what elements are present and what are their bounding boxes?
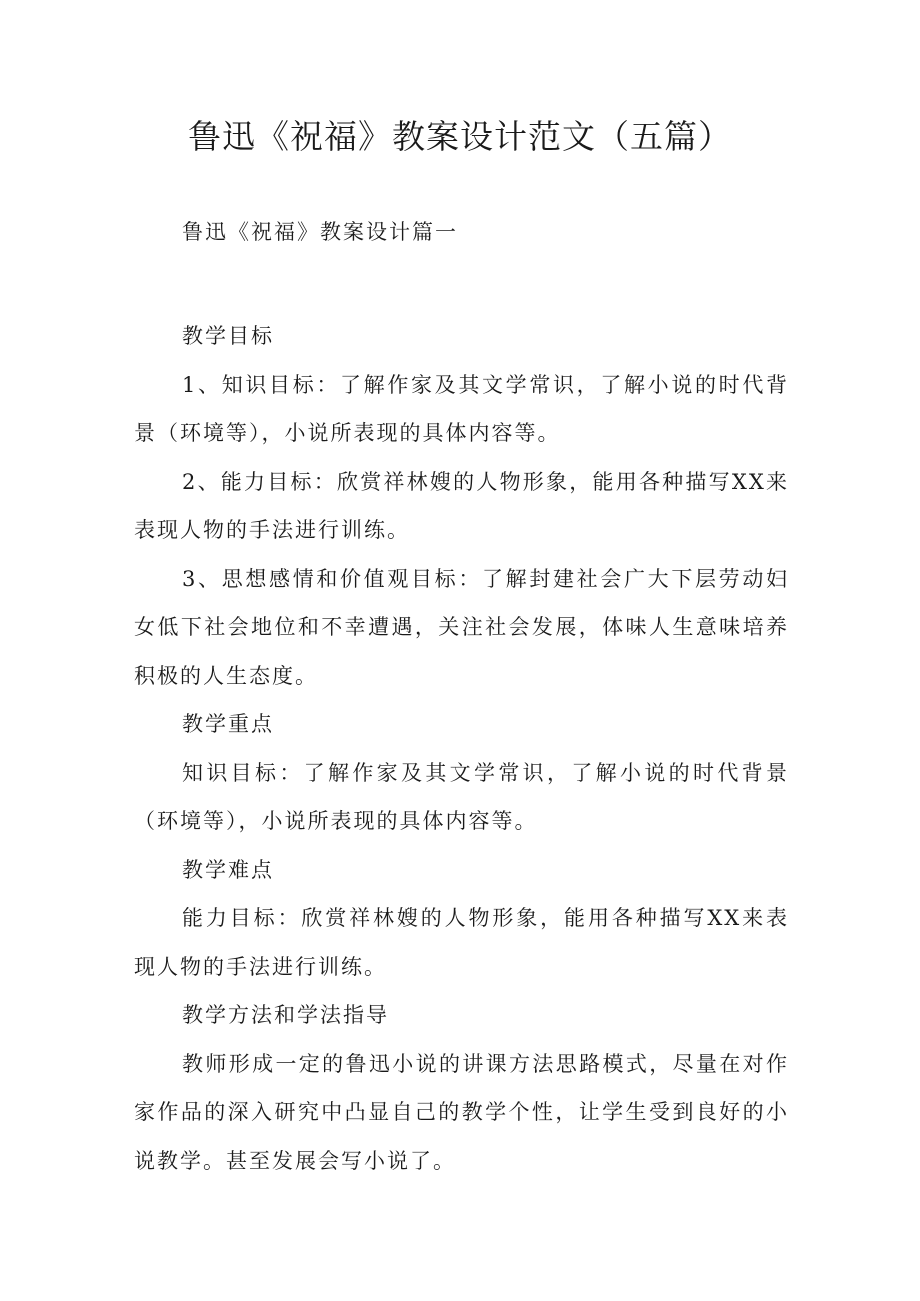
paragraph-ability-goal: 2、能力目标：欣赏祥林嫂的人物形象，能用各种描写XX来表现人物的手法进行训练。 xyxy=(134,469,789,542)
heading-teaching-methods: 教学方法和学法指导 xyxy=(182,1003,389,1027)
paragraph-knowledge-goal: 1、知识目标：了解作家及其文学常识，了解小说的时代背景（环境等），小说所表现的具体内容等。 xyxy=(134,372,789,445)
paragraph-values-goal: 3、思想感情和价值观目标：了解封建社会广大下层劳动妇女低下社会地位和不幸遭遇，关注社会发展，体味人生意味培养积极的人生态度。 xyxy=(134,566,789,688)
heading-teaching-difficulty: 教学难点 xyxy=(182,857,274,882)
section-title: 鲁迅《祝福》教案设计篇一 xyxy=(182,220,458,244)
heading-teaching-goals: 教学目标 xyxy=(182,324,274,348)
paragraph-teaching-difficulty: 能力目标：欣赏祥林嫂的人物形象，能用各种描写XX来表现人物的手法进行训练。 xyxy=(134,906,789,979)
heading-teaching-focus: 教学重点 xyxy=(182,712,274,736)
paragraph-teaching-focus: 知识目标：了解作家及其文学常识，了解小说的时代背景（环境等），小说所表现的具体内容等。 xyxy=(134,760,789,833)
document-title: 鲁迅《祝福》教案设计范文（五篇） xyxy=(188,117,732,156)
document-body xyxy=(134,312,789,1185)
paragraph-teaching-methods: 教师形成一定的鲁迅小说的讲课方法思路模式，尽量在对作家作品的深入研究中凸显自己的教学个性，让学生受到良好的小说教学。甚至发展会写小说了。 xyxy=(134,1051,789,1173)
